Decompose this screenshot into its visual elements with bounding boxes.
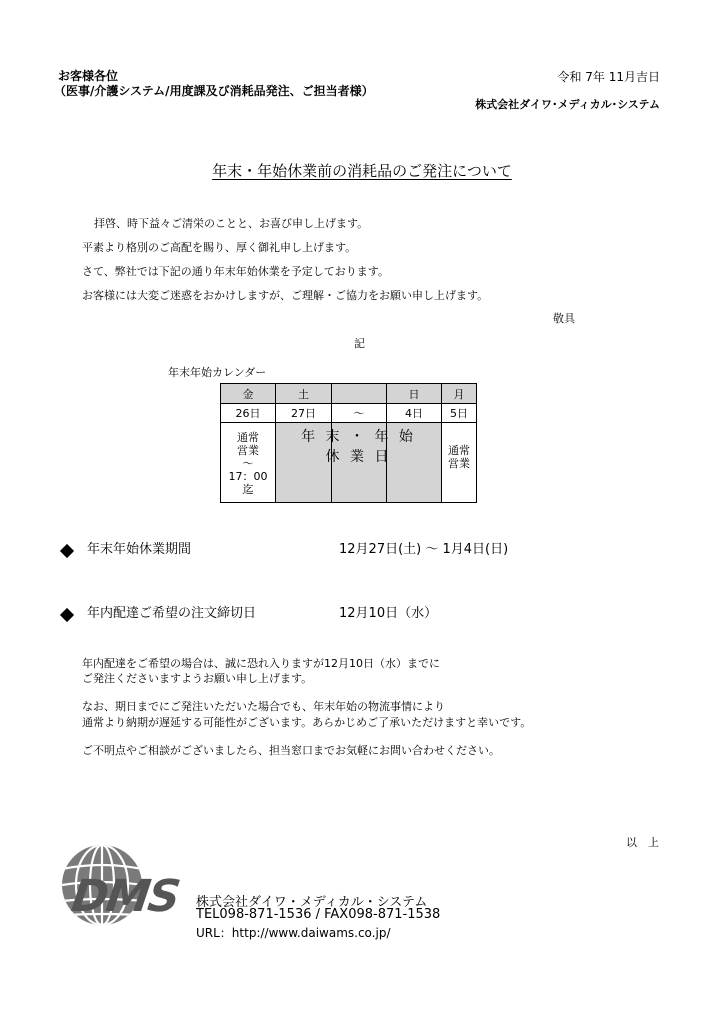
cal-date-27: 27日 [275, 403, 332, 423]
cal-mon-status: 通常 営業 [441, 422, 477, 503]
cal-date-tilde: ～ [331, 403, 387, 423]
greeting-line-4: お客様には大変ご迷惑をおかけしますが、ご理解・ご協力をお願い申し上げます。 [82, 289, 489, 302]
ki-mark: 記 [354, 337, 365, 350]
diamond-bullet-icon [62, 541, 72, 560]
recipient-line-1: お客様各位 [58, 69, 119, 83]
cal-header-sat: 土 [275, 383, 332, 404]
deadline-label: 年内配達ご希望の注文締切日 [87, 606, 257, 621]
footer-company: 株式会社ダイワ・メディカル・システム [196, 895, 428, 910]
note-line-5: ご不明点やご相談がございましたら、担当窓口までお気軽にお問い合わせください。 [82, 744, 500, 757]
cal-closed-label: 年 末 ・ 年 始 休 業 日 [301, 429, 416, 465]
diamond-bullet-icon [62, 605, 72, 624]
logo-wordmark: DMS [68, 871, 182, 922]
note-line-4: 通常より納期が遅延する可能性がございます。あらかじめご了承いただけますと幸いです。 [82, 716, 532, 729]
footer-tel-fax: TEL098-871-1536 / FAX098-871-1538 [196, 907, 441, 922]
note-line-3: なお、期日までにご発注いただいた場合でも、年末年始の物流事情により [82, 700, 445, 713]
cal-header-gap [331, 383, 387, 404]
closure-period-value: 12月27日(土) ～ 1月4日(日) [339, 542, 509, 557]
issue-date: 令和 7年 11月吉日 [557, 70, 660, 84]
greeting-line-3: さて、弊社では下記の通り年末年始休業を予定しております。 [82, 265, 389, 278]
document-title: 年末・年始休業前の消耗品のご発注について [212, 162, 512, 180]
note-line-1: 年内配達をご希望の場合は、誠に恐れ入りますが12月10日（水）までに [82, 657, 440, 670]
sender-company: 株式会社ダイワ･メディカル･システム [475, 98, 660, 111]
footer-url[interactable]: URL：http://www.daiwams.co.jp/ [196, 926, 391, 940]
holiday-calendar [220, 383, 477, 503]
cal-header-fri: 金 [220, 383, 276, 404]
closure-period-label: 年末年始休業期間 [87, 542, 192, 557]
recipient-line-2: （医事/介護システム/用度課及び消耗品発注、ご担当者様） [54, 84, 374, 98]
calendar-caption: 年末年始カレンダー [168, 366, 267, 379]
dms-logo [60, 843, 190, 927]
ijou-closing: 以 上 [626, 836, 659, 849]
closing-keigu: 敬具 [553, 312, 575, 325]
cal-date-26: 26日 [220, 403, 276, 423]
cal-header-sun: 日 [386, 383, 442, 404]
cal-date-4: 4日 [386, 403, 442, 423]
cal-header-mon: 月 [441, 383, 477, 404]
greeting-line-2: 平素より格別のご高配を賜り、厚く御礼申し上げます。 [82, 241, 357, 254]
deadline-value: 12月10日（水） [339, 606, 438, 621]
greeting-line-1: 拝啓、時下益々ご清栄のことと、お喜び申し上げます。 [94, 217, 369, 230]
cal-fri-status: 通常 営業 ～ 17：00 迄 [220, 422, 276, 503]
cal-date-5: 5日 [441, 403, 477, 423]
note-line-2: ご発注くださいますようお願い申し上げます。 [82, 672, 313, 685]
